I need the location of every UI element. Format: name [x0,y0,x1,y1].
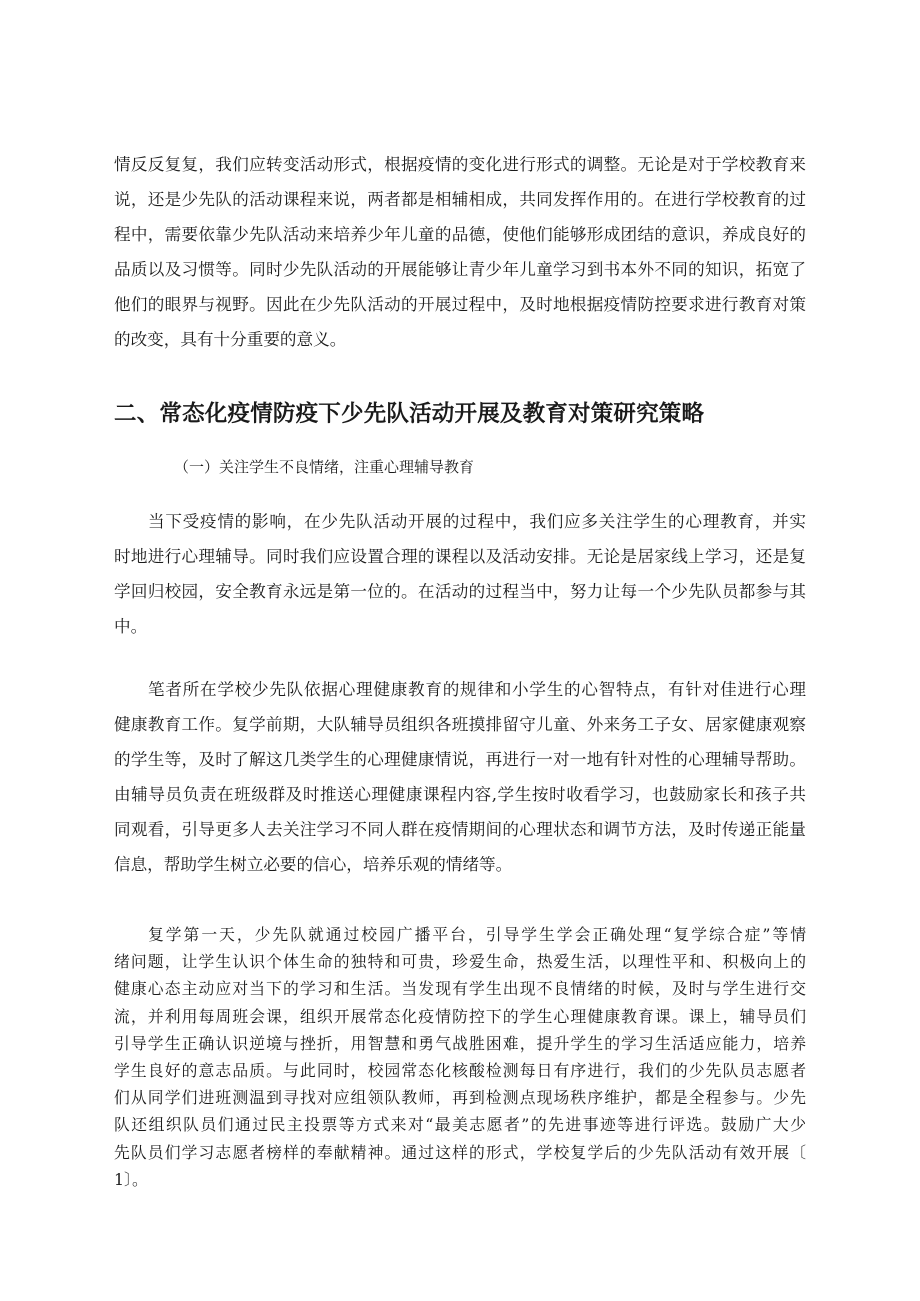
text-line: 1〕。 [114,1169,148,1189]
text-line: 时地进行心理辅导。同时我们应设置合理的课程以及活动安排。无论是居家线上学习，还是复 [114,547,806,566]
text-line: 程中，需要依靠少先队活动来培养少年儿童的品德，使他们能够形成团结的意识，养成良好的 [114,225,806,244]
text-line: 们从同学们进班测温到寻找对应组领队教师，再到检测点现场秩序维护，都是全程参与。少先 [114,1088,806,1108]
text-line: 他们的眼界与视野。因此在少先队活动的开展过程中，及时地根据疫情防控要求进行教育对策 [114,295,806,314]
text-line: 健康心态主动应对当下的学习和生活。当发现有学生出现不良情绪的时候，及时与学生进行交 [114,979,806,999]
text-line: 健康教育工作。复学前期，大队辅导员组织各班摸排留守儿童、外来务工子女、居家健康观察 [114,715,806,734]
text-line: 说，还是少先队的活动课程来说，两者都是相辅相成，共同发挥作用的。在进行学校教育的过 [114,190,806,209]
text-line: 流，并利用每周班会课，组织开展常态化疫情防控下的学生心理健康教育课。课上，辅导员们 [114,1006,806,1026]
text-line: 队还组织队员们通过民主投票等方式来对“最美志愿者”的先进事迹等进行评选。鼓励广大少 [114,1115,806,1135]
text-line: 同观看，引导更多人去关注学习不同人群在疫情期间的心理状态和调节方法，及时传递正能量 [114,820,806,839]
text-line: 绪问题，让学生认识个体生命的独特和可贵，珍爱生命，热爱生活，以理性平和、积极向上的 [114,952,806,972]
text-line: 学生良好的意志品质。与此同时，校园常态化核酸检测每日有序进行，我们的少先队员志愿者 [114,1061,806,1080]
text-line: 中。 [114,617,148,636]
text-line: 由辅导员负责在班级群及时推送心理健康课程内容,学生按时收看学习，也鼓励家长和孩子共 [114,785,806,804]
text-line: 的改变，具有十分重要的意义。 [114,330,347,349]
text-line: 当下受疫情的影响，在少先队活动开展的过程中，我们应多关注学生的心理教育，并实 [148,512,806,531]
text-line: 信息，帮助学生树立必要的信心，培养乐观的情绪等。 [114,855,513,874]
text-line: 复学第一天，少先队就通过校园广播平台，引导学生学会正确处理“复学综合症”等情 [148,925,806,944]
text-line: 的学生等，及时了解这几类学生的心理健康情说，再进行一对一地有针对性的心理辅导帮助。 [114,750,806,769]
text-line: 引导学生正确认识逆境与挫折，用智慧和勇气战胜困难，提升学生的学习生活适应能力，培养 [114,1033,806,1053]
text-line: 先队员们学习志愿者榜样的奉献精神。通过这样的形式，学校复学后的少先队活动有效开展〔 [114,1142,806,1162]
text-line: 笔者所在学校少先队依据心理健康教育的规律和小学生的心智特点，有针对佳进行心理 [148,680,806,699]
subsection-heading: （一）关注学生不良情绪，注重心理辅导教育 [174,458,475,476]
text-line: 品质以及习惯等。同时少先队活动的开展能够让青少年儿童学习到书本外不同的知识，拓宽了 [114,260,806,279]
section-heading: 二、常态化疫情防疫下少先队活动开展及教育对策研究策略 [114,401,705,427]
text-line: 情反反复复，我们应转变活动形式，根据疫情的变化进行形式的调整。无论是对于学校教育来 [114,155,806,174]
text-line: 学回归校园，安全教育永远是第一位的。在活动的过程当中，努力让每一个少先队员都参与其 [114,582,806,601]
